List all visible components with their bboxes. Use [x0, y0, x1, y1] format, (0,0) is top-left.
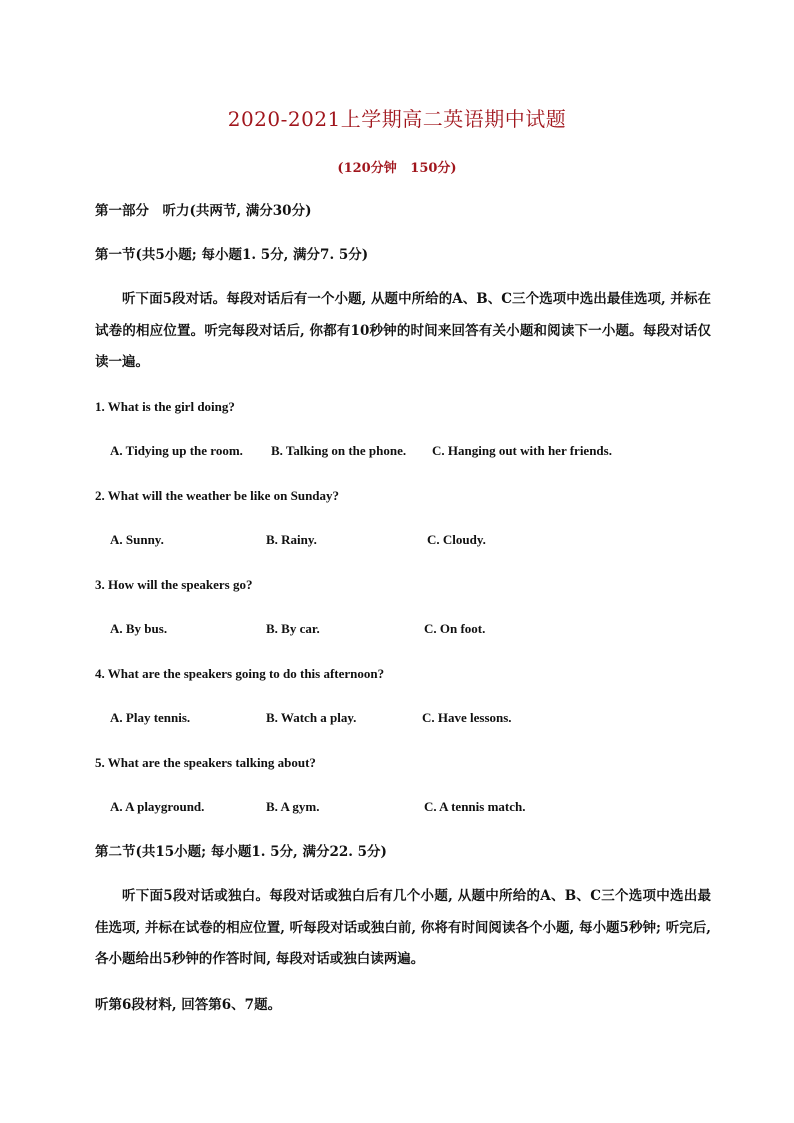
option-a: A. A playground.: [110, 799, 205, 814]
part-heading: 第一部分 听力(共两节, 满分30分): [95, 203, 312, 219]
section-2-heading: 第二节(共15小题; 每小题1. 5分, 满分22. 5分): [95, 844, 387, 860]
option-b: B. Talking on the phone.: [271, 443, 407, 458]
option-a: A. By bus.: [110, 621, 168, 636]
option-b: B. Watch a play.: [266, 710, 357, 725]
option-b: B. By car.: [266, 621, 320, 636]
question-stem: 5. What are the speakers talking about?: [95, 755, 316, 770]
option-c: C. Cloudy.: [427, 532, 486, 547]
question-stem: 3. How will the speakers go?: [95, 577, 253, 592]
question-stem: 4. What are the speakers going to do this afternoon?: [95, 666, 385, 681]
section-1-heading: 第一节(共5小题; 每小题1. 5分, 满分7. 5分): [95, 247, 369, 263]
page-subtitle: (120分钟 150分): [337, 161, 457, 176]
option-b: B. Rainy.: [266, 532, 317, 547]
option-a: A. Play tennis.: [110, 710, 191, 725]
question-stem: 1. What is the girl doing?: [95, 399, 235, 414]
section-2-instructions: 听下面5段对话或独白。每段对话或独白后有几个小题, 从题中所给的A、B、C三个选项中选出最佳选项, 并标在试卷的相应位置, 听每段对话或独白前, 你将有时间阅读各个小题, 每小题5秒钟; 听完后, 各小题给出5秒钟的作答时间, 每段对话或独白读两遍。: [95, 888, 711, 967]
question-stem: 2. What will the weather be like on Sunday?: [95, 488, 340, 503]
material-note: 听第6段材料, 回答第6、7题。: [95, 997, 282, 1013]
option-c: C. A tennis match.: [424, 799, 526, 814]
option-a: A. Sunny.: [110, 532, 164, 547]
option-b: B. A gym.: [266, 799, 320, 814]
option-c: C. On foot.: [424, 621, 486, 636]
page-title: 2020-2021上学期高二英语期中试题: [227, 107, 567, 131]
section-1-instructions: 听下面5段对话。每段对话后有一个小题, 从题中所给的A、B、C三个选项中选出最佳选项, 并标在试卷的相应位置。听完每段对话后, 你都有10秒钟的时间来回答有关小题和阅读下一小题。每段对话仅读一遍。: [95, 291, 711, 370]
option-c: C. Hanging out with her friends.: [432, 443, 612, 458]
option-a: A. Tidying up the room.: [110, 443, 243, 458]
option-c: C. Have lessons.: [422, 710, 512, 725]
